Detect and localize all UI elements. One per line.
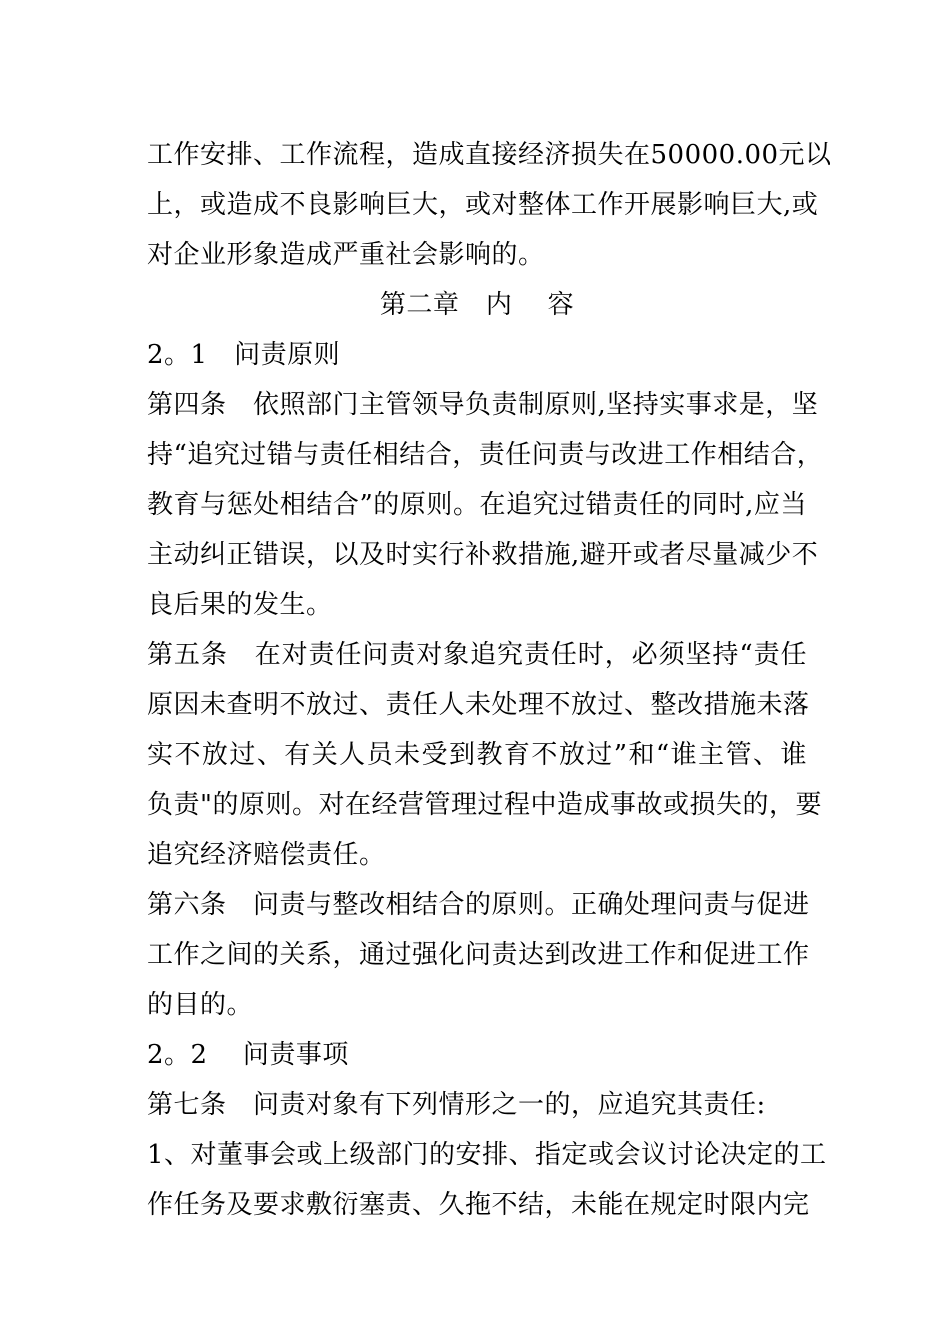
text-line: 第六条 问责与整改相结合的原则。正确处理问责与促进 <box>147 890 810 920</box>
text-line: 的目的。 <box>147 990 254 1020</box>
text-line: 负责"的原则。对在经营管理过程中造成事故或损失的，要 <box>147 790 822 820</box>
text-line: 追究经济赔偿责任。 <box>147 840 386 870</box>
section-heading: 2。1 问责原则 <box>147 340 341 370</box>
text-line: 第四条 依照部门主管领导负责制原则,坚持实事求是，坚 <box>147 390 819 420</box>
text-line: 第七条 问责对象有下列情形之一的，应追究其责任: <box>147 1090 766 1120</box>
text-line: 良后果的发生。 <box>147 590 333 620</box>
text-line: 上，或造成不良影响巨大，或对整体工作开展影响巨大,或 <box>147 190 819 220</box>
chapter-heading: 第二章 内 容 <box>379 290 575 320</box>
text-line: 1、对董事会或上级部门的安排、指定或会议讨论决定的工 <box>147 1140 827 1170</box>
text-line: 第五条 在对责任问责对象追究责任时，必须坚持“责任 <box>147 640 807 670</box>
text-line: 实不放过、有关人员未受到教育不放过”和“谁主管、谁 <box>147 740 807 770</box>
document-page <box>147 130 832 1230</box>
text-line: 工作之间的关系，通过强化问责达到改进工作和促进工作 <box>147 940 810 970</box>
text-line: 工作安排、工作流程，造成直接经济损失在50000.00元以 <box>147 140 832 170</box>
text-line: 主动纠正错误，以及时实行补救措施,避开或者尽量减少不 <box>147 540 819 570</box>
section-heading: 2。2 问责事项 <box>147 1040 349 1070</box>
text-line: 原因未查明不放过、责任人未处理不放过、整改措施未落 <box>147 690 810 720</box>
text-line: 作任务及要求敷衍塞责、久拖不结，未能在规定时限内完 <box>147 1190 810 1220</box>
text-line: 持“追究过错与责任相结合，责任问责与改进工作相结合， <box>147 440 824 470</box>
text-line: 教育与惩处相结合”的原则。在追究过错责任的同时,应当 <box>147 490 807 520</box>
text-line: 对企业形象造成严重社会影响的。 <box>147 240 545 270</box>
